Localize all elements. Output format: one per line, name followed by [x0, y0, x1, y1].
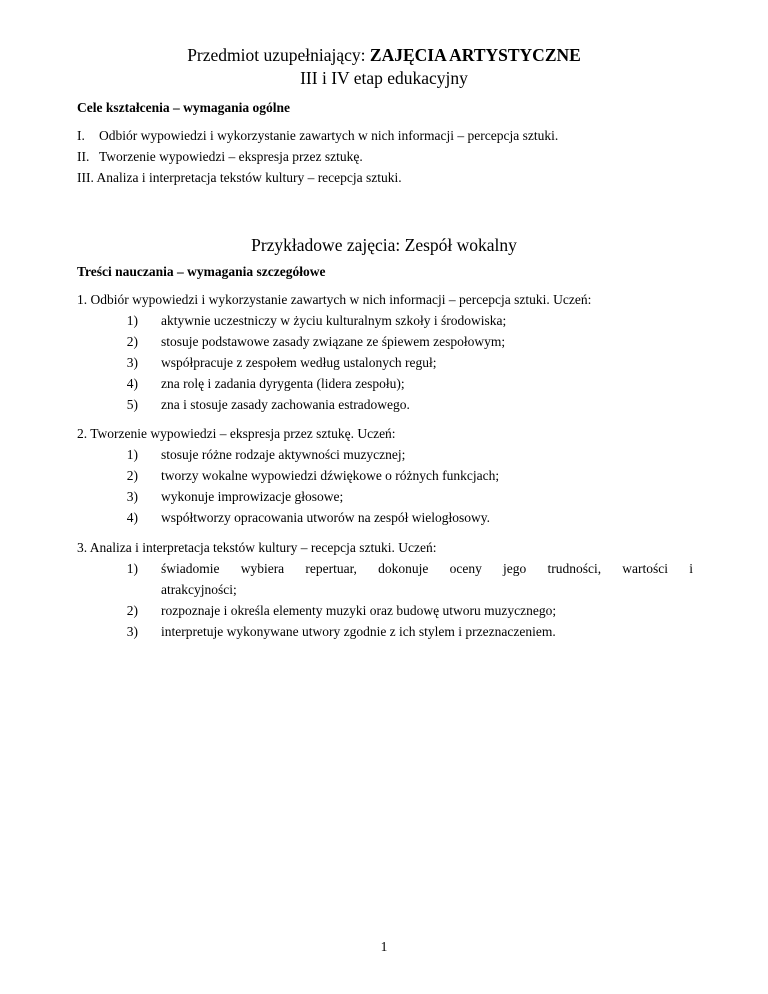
- item-number: 2): [126, 603, 138, 618]
- item-text: aktywnie uczestniczy w życiu kulturalnym szkoły i środowiska;: [161, 313, 507, 328]
- document-title: [0, 45, 768, 66]
- goal-number: III.: [77, 170, 94, 185]
- item-number: 1): [126, 447, 138, 462]
- page-number: 1: [380, 939, 388, 954]
- section-2-title: 2. Tworzenie wypowiedzi – ekspresja przez sztukę. Uczeń:: [77, 426, 396, 441]
- general-goal-item: [77, 170, 402, 186]
- item-text: tworzy wokalne wypowiedzi dźwiękowe o różnych funkcjach;: [161, 468, 500, 483]
- goal-number: II.: [77, 149, 90, 164]
- item-text: wykonuje improwizacje głosowe;: [161, 489, 344, 504]
- item-number: 1): [126, 313, 138, 328]
- item-number: 3): [126, 624, 138, 639]
- item-text-continuation: atrakcyjności;: [161, 582, 237, 597]
- goal-text: Odbiór wypowiedzi i wykorzystanie zawartych w nich informacji – percepcja sztuki.: [99, 128, 559, 143]
- general-goal-item: [77, 149, 363, 165]
- item-text: stosuje różne rodzaje aktywności muzycznej;: [161, 447, 406, 462]
- section-3-title: 3. Analiza i interpretacja tekstów kultury – recepcja sztuki. Uczeń:: [77, 540, 437, 555]
- general-goals-heading: Cele kształcenia – wymagania ogólne: [77, 100, 290, 115]
- item-number: 3): [126, 489, 138, 504]
- goal-number: I.: [77, 128, 85, 143]
- section-1-title: 1. Odbiór wypowiedzi i wykorzystanie zawartych w nich informacji – percepcja sztuki. Uczeń:: [77, 292, 592, 307]
- general-goal-item: [77, 128, 558, 144]
- goal-text: Tworzenie wypowiedzi – ekspresja przez sztukę.: [99, 149, 363, 164]
- title-subject: ZAJĘCIA ARTYSTYCZNE: [369, 45, 581, 65]
- item-text: współpracuje z zespołem według ustalonych reguł;: [161, 355, 437, 370]
- item-text: interpretuje wykonywane utwory zgodnie z ich stylem i przeznaczeniem.: [161, 624, 556, 639]
- item-number: 5): [126, 397, 138, 412]
- item-number: 3): [126, 355, 138, 370]
- document-subtitle: III i IV etap edukacyjny: [300, 68, 468, 88]
- content-heading: Treści nauczania – wymagania szczegółowe: [77, 264, 326, 279]
- item-text: zna i stosuje zasady zachowania estradowego.: [161, 397, 410, 412]
- item-text: świadomie wybiera repertuar, dokonuje oceny jego trudności, wartości i: [161, 561, 693, 576]
- item-number: 1): [126, 561, 138, 576]
- item-number: 4): [126, 510, 138, 525]
- item-number: 2): [126, 334, 138, 349]
- title-prefix: Przedmiot uzupełniający:: [187, 45, 370, 65]
- goal-text: Analiza i interpretacja tekstów kultury – recepcja sztuki.: [96, 170, 402, 185]
- example-title: Przykładowe zajęcia: Zespół wokalny: [251, 235, 517, 255]
- item-text: stosuje podstawowe zasady związane ze śpiewem zespołowym;: [161, 334, 506, 349]
- item-number: 2): [126, 468, 138, 483]
- item-text: rozpoznaje i określa elementy muzyki oraz budowę utworu muzycznego;: [161, 603, 557, 618]
- item-text: zna rolę i zadania dyrygenta (lidera zespołu);: [161, 376, 405, 391]
- item-number: 4): [126, 376, 138, 391]
- item-text: współtworzy opracowania utworów na zespół wielogłosowy.: [161, 510, 491, 525]
